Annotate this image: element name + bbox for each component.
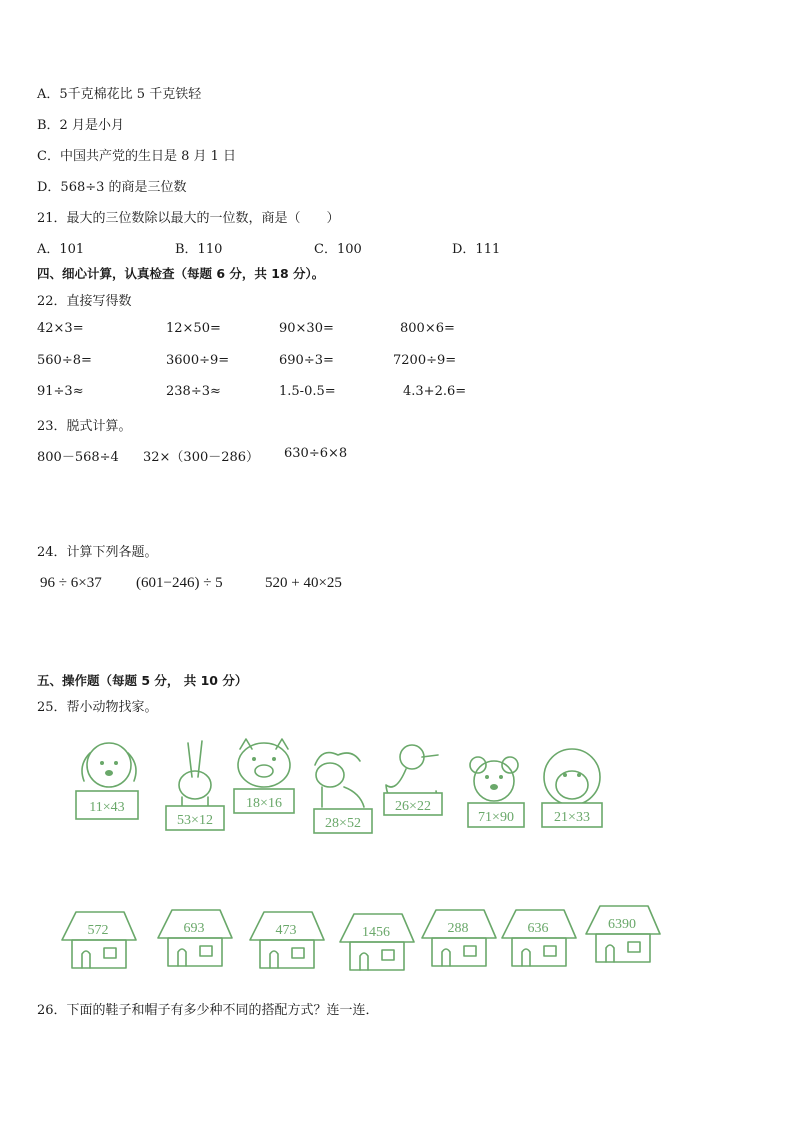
house-number: 473 [275, 923, 297, 938]
q22-item: 7200÷9= [393, 353, 457, 368]
q22-item: 238÷3≈ [166, 384, 221, 399]
goat-icon [314, 753, 372, 833]
q26-stem: 26．下面的鞋子和帽子有多少种不同的搭配方式？连一连． [37, 1003, 379, 1018]
house-icon [250, 912, 324, 968]
option-d: D．568÷3 的商是三位数 [37, 180, 187, 195]
animals-illustration [60, 735, 620, 840]
house-icon [158, 910, 232, 966]
duck-icon [384, 745, 442, 815]
q21-stem: 21．最大的三位数除以最大的一位数，商是（ ） [37, 211, 340, 226]
q24-item: 520 + 40×25 [265, 575, 342, 591]
house-number: 288 [447, 921, 469, 936]
q22-item: 3600÷9= [166, 353, 230, 368]
q21-choice-a: A．101 [37, 242, 85, 257]
q21-choice-d: D．111 [452, 242, 501, 257]
q22-item: 4.3+2.6= [403, 384, 467, 399]
house-icon [502, 910, 576, 966]
house-icon [62, 912, 136, 968]
house-number: 693 [183, 921, 205, 936]
animal-label: 26×22 [395, 799, 431, 814]
animal-label: 28×52 [325, 816, 361, 831]
house-number: 636 [527, 921, 549, 936]
house-icon [340, 914, 414, 970]
animal-label: 11×43 [89, 800, 125, 815]
house-icon [422, 910, 496, 966]
q23-item: 630÷6×8 [284, 446, 348, 461]
q24-item: 96 ÷ 6×37 [40, 575, 102, 591]
option-b: B．2 月是小月 [37, 118, 124, 133]
q24-item: (601−246) ÷ 5 [136, 575, 223, 591]
animal-label: 71×90 [478, 810, 514, 825]
q22-item: 1.5-0.5= [279, 384, 336, 399]
q22-stem: 22．直接写得数 [37, 294, 132, 309]
q24-stem: 24．计算下列各题。 [37, 545, 158, 560]
bear-icon [468, 757, 524, 827]
q22-item: 690÷3= [279, 353, 334, 368]
q23-item: 800－568÷4 [37, 450, 119, 465]
monkey-icon [542, 749, 602, 827]
option-c: C．中国共产党的生日是 8 月 1 日 [37, 149, 237, 164]
rabbit-icon [166, 741, 224, 830]
q22-item: 90×30= [279, 321, 334, 336]
houses-illustration [58, 902, 668, 972]
q22-item: 12×50= [166, 321, 221, 336]
q22-item: 800×6= [400, 321, 455, 336]
q25-stem: 25．帮小动物找家。 [37, 700, 158, 715]
house-number: 572 [87, 923, 109, 938]
q23-item: 32×（300－286） [143, 450, 260, 465]
section-5-heading: 五、操作题（每题 5 分， 共 10 分） [37, 673, 248, 688]
animal-label: 18×16 [246, 796, 282, 811]
pig-icon [234, 739, 294, 813]
q22-item: 42×3= [37, 321, 84, 336]
house-number: 6390 [608, 917, 636, 932]
q22-item: 560÷8= [37, 353, 92, 368]
q23-stem: 23．脱式计算。 [37, 419, 132, 434]
q21-choice-c: C．100 [314, 242, 362, 257]
option-a: A．5千克棉花比 5 千克铁轻 [37, 87, 202, 102]
animal-label: 21×33 [554, 810, 590, 825]
dog-icon [76, 743, 138, 819]
house-icon [586, 906, 660, 962]
house-number: 1456 [362, 925, 390, 940]
q21-choice-b: B．110 [175, 242, 223, 257]
section-4-heading: 四、细心计算，认真检查（每题 6 分，共 18 分）。 [37, 266, 325, 281]
animal-label: 53×12 [177, 813, 213, 828]
q22-item: 91÷3≈ [37, 384, 84, 399]
